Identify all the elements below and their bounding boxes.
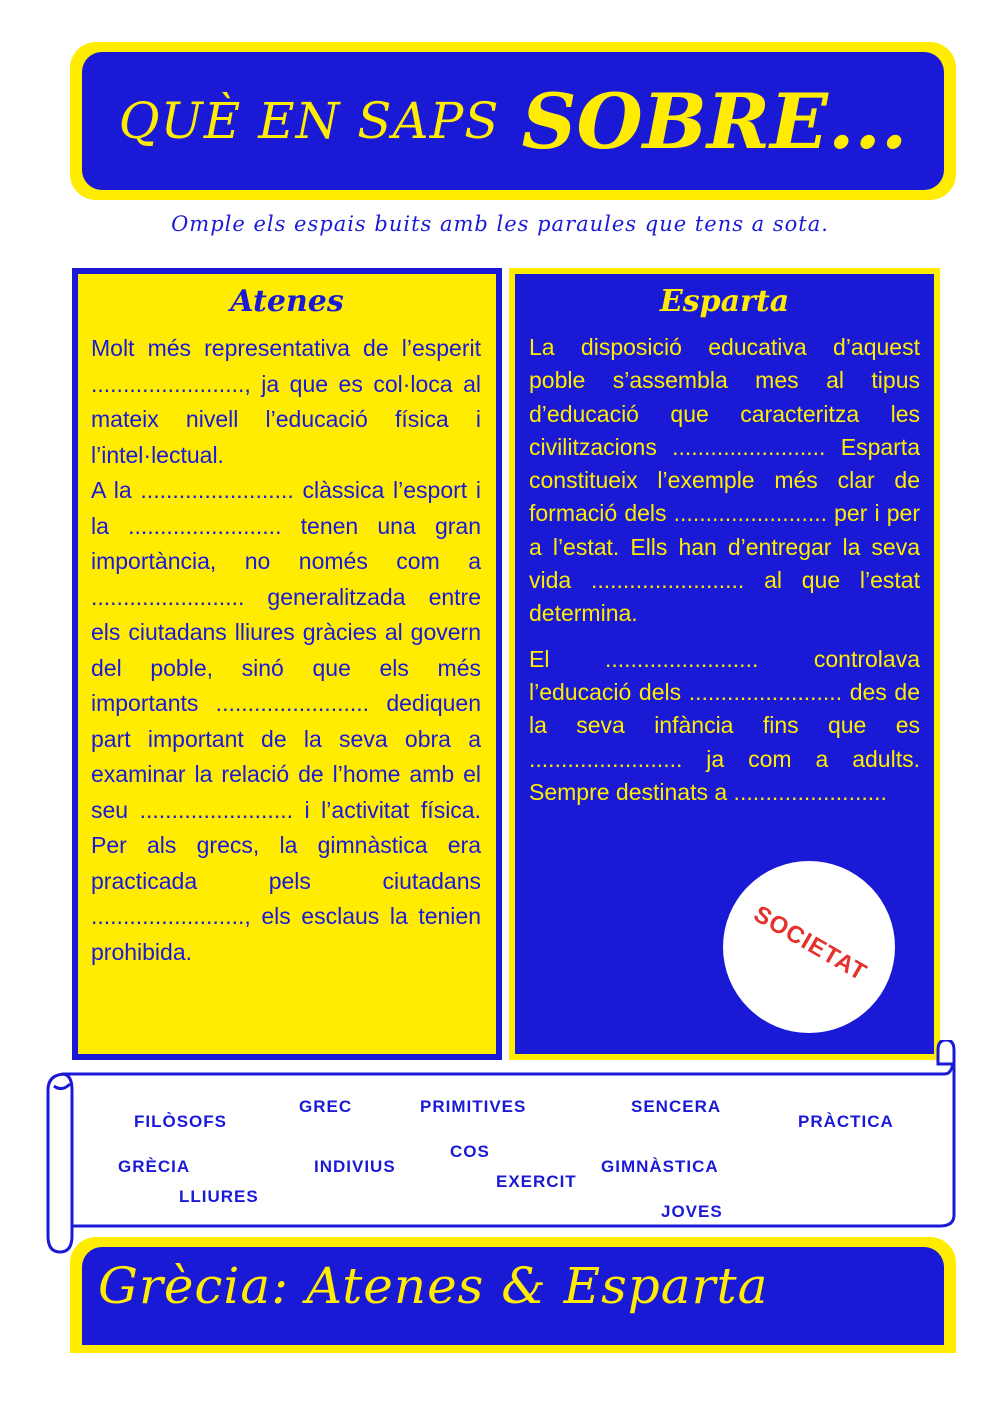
esparta-paragraph: La disposició educativa d’aquest poble s’assembla mes al tipus d’educació que caracteritza les civilitzacions ........................ Esparta constitueix l’exemple més clar de formació dels ........................ per i per a l’estat. Ells han d’entregar la seva vida ........................ al que l’estat determina. bbox=[529, 334, 920, 627]
footer-title: Grècia: Atenes & Esparta bbox=[98, 1257, 769, 1315]
atenes-title: Atenes bbox=[230, 284, 344, 319]
esparta-paragraph: El ........................ controlava l’educació dels ........................ des de la seva infància fins que es ........................ ja com a adults. Sempre destinats a ........................ bbox=[529, 645, 920, 805]
word-bank-item: PRÀCTICA bbox=[798, 1112, 894, 1131]
word-bank-item: GRÈCIA bbox=[118, 1157, 191, 1176]
header-title-big: SOBRE... bbox=[521, 76, 908, 166]
word-bank-item: EXERCIT bbox=[496, 1172, 577, 1191]
word-bank-item: SENCERA bbox=[631, 1097, 722, 1116]
word-bank-item: GIMNÀSTICA bbox=[601, 1157, 719, 1176]
esparta-text bbox=[529, 331, 920, 809]
esparta-title: Esparta bbox=[659, 284, 790, 319]
atenes-paragraph: A la ........................ clàssica l’esport i la ........................ tenen una gran importància, no només com a ........................ generalitzada entre els ciutadans lliures gràcies al govern del poble, sinó que els més importants ........................ dediquen part important de la seva obra a examinar la relació de l’home amb el seu ........................ i l’activitat física. Per als grecs, la gimnàstica era practicada pels ciutadans ........................, els esclaus la tenien prohibida. bbox=[91, 477, 481, 965]
header-title-small: QUÈ EN SAPS bbox=[118, 92, 500, 150]
instructions: Omple els espais buits amb les paraules que tens a sota. bbox=[171, 212, 829, 236]
header-banner bbox=[82, 52, 944, 190]
word-bank-item: COS bbox=[450, 1142, 490, 1161]
stamp-label: SOCIETAT bbox=[749, 900, 872, 987]
word-bank-item: LLIURES bbox=[179, 1187, 259, 1206]
word-bank-item: JOVES bbox=[661, 1202, 723, 1221]
atenes-paragraph: Molt més representativa de l’esperit ........................, ja que es col·loca al mateix nivell l’educació física i l’intel·lectual. bbox=[91, 335, 481, 468]
word-bank-item: PRIMITIVES bbox=[420, 1097, 527, 1116]
word-bank-item: INDIVIUS bbox=[314, 1157, 396, 1176]
atenes-text bbox=[91, 331, 481, 970]
word-bank-item: FILÒSOFS bbox=[134, 1112, 227, 1131]
scroll-frame-icon bbox=[40, 1040, 960, 1260]
word-bank-item: GREC bbox=[299, 1097, 353, 1116]
